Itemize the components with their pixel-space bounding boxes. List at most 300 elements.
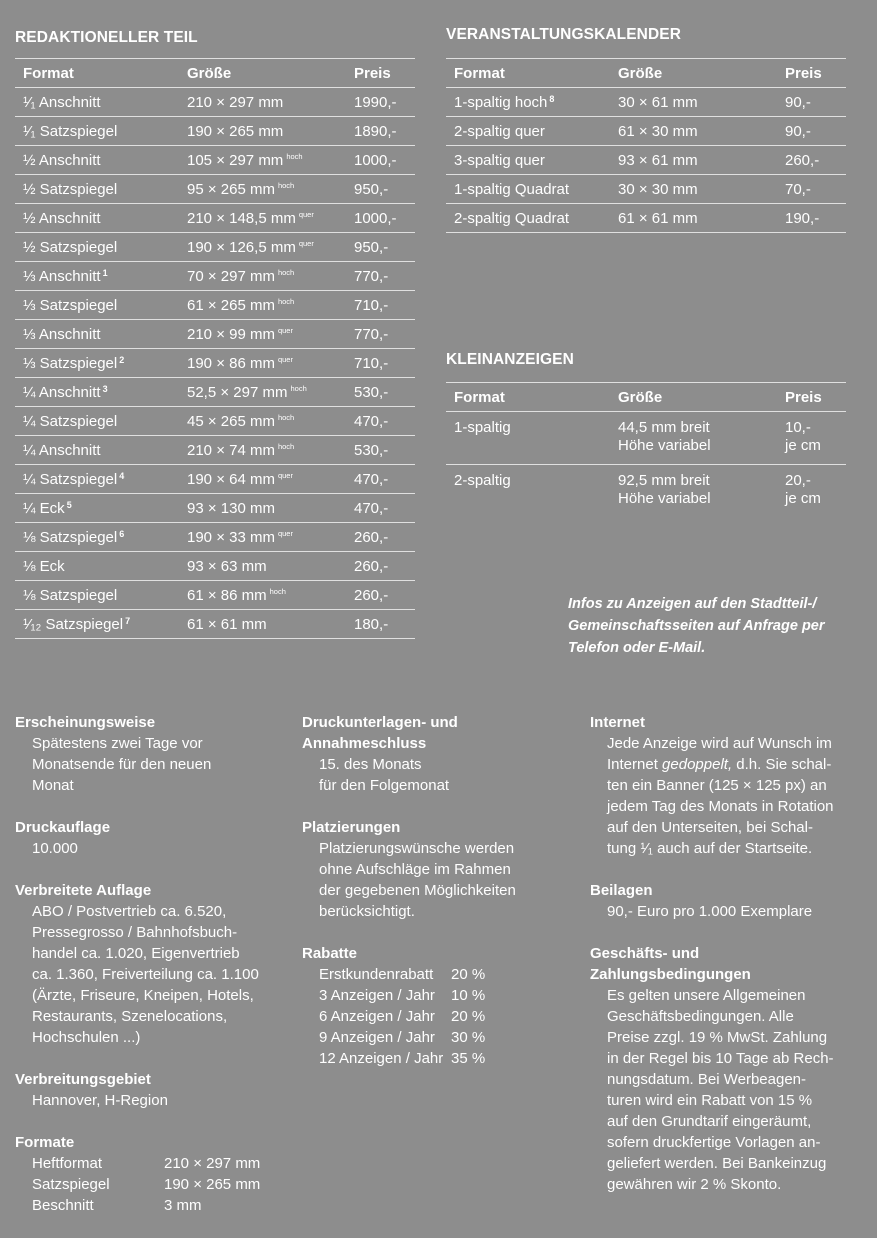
format-label: ¹⁄₁₂ Satzspiegel	[23, 615, 124, 633]
size-cell	[179, 233, 346, 262]
size-cell	[179, 320, 346, 349]
format-label: ⅓ Anschnitt	[23, 267, 101, 285]
size-value: 190 × 64 mm	[187, 470, 275, 488]
erscheinung-title: Erscheinungsweise	[15, 714, 156, 731]
internet-title: Internet	[590, 714, 646, 731]
size-value: 210 × 148,5 mm	[187, 209, 296, 227]
price-value: 770,-	[354, 267, 389, 285]
text-line: gewähren wir 2 % Skonto.	[607, 1176, 782, 1193]
size-value: 190 × 265 mm	[187, 122, 284, 140]
price-cell	[346, 465, 415, 494]
table-row	[15, 233, 415, 262]
table-row	[15, 349, 415, 378]
size-cell	[610, 412, 777, 465]
header-format: Format	[454, 64, 505, 82]
text-line: Preise zzgl. 19 % MwSt. Zahlung	[607, 1029, 828, 1046]
rabatt-value: 10 %	[451, 987, 486, 1004]
text-line: Geschäftsbedingungen. Alle	[607, 1008, 794, 1025]
format-label: ⅛ Satzspiegel	[23, 586, 118, 604]
price-cell	[346, 291, 415, 320]
size-cell	[179, 349, 346, 378]
price-value: 1890,-	[354, 122, 397, 140]
header-size: Größe	[618, 388, 663, 406]
price-value: 190,-	[785, 209, 820, 227]
platzierungen-body	[302, 838, 582, 922]
price-value: 950,-	[354, 238, 389, 256]
size-value: 61 × 265 mm	[187, 296, 275, 314]
table-row	[446, 204, 846, 233]
druckunterlagen-block	[302, 712, 582, 796]
table-row	[15, 291, 415, 320]
table-header-row	[446, 59, 846, 88]
druckauflage-body	[15, 838, 295, 859]
price-cell	[346, 552, 415, 581]
size-value: 61 × 61 mm	[187, 615, 267, 633]
format-label: ½ Anschnitt	[23, 209, 101, 227]
price-value: 710,-	[354, 296, 389, 314]
orientation-note: hoch	[286, 151, 303, 161]
formate-row	[32, 1153, 295, 1174]
text-line: Pressegrosso / Bahnhofsbuch-	[32, 924, 238, 941]
table-row	[15, 494, 415, 523]
gebiet-title: Verbreitungsgebiet	[15, 1071, 151, 1088]
beilagen-block	[590, 880, 872, 922]
price-cell	[346, 320, 415, 349]
format-label: ⅛ Satzspiegel	[23, 528, 118, 546]
rabatt-value: 20 %	[451, 1008, 486, 1025]
header-format: Format	[454, 388, 505, 406]
format-label: ¼ Satzspiegel	[23, 470, 118, 488]
size-value: 61 × 61 mm	[618, 209, 698, 227]
format-cell	[15, 552, 179, 581]
size-value: 93 × 61 mm	[618, 151, 698, 169]
formate-value: 190 × 265 mm	[164, 1176, 261, 1193]
size-value: 52,5 × 297 mm	[187, 383, 288, 401]
table-row	[15, 378, 415, 407]
price-value: 1990,-	[354, 93, 397, 111]
text-line: turen wird ein Rabatt von 15 %	[607, 1092, 813, 1109]
size-cell	[179, 262, 346, 291]
size-cell	[179, 436, 346, 465]
text-line: der gegebenen Möglichkeiten	[319, 882, 516, 899]
format-cell	[15, 262, 179, 291]
table-header-row	[446, 383, 846, 412]
price-value: 260,-	[785, 151, 820, 169]
rabatt-value: 30 %	[451, 1029, 486, 1046]
format-label: ¼ Satzspiegel	[23, 412, 118, 430]
klein-title: KLEINANZEIGEN	[446, 351, 574, 368]
price-cell	[346, 146, 415, 175]
rabatt-row	[319, 1027, 582, 1048]
price-cell	[777, 146, 846, 175]
format-cell	[15, 349, 179, 378]
price-value: 1000,-	[354, 209, 397, 227]
format-cell: 1-spaltig	[454, 419, 511, 436]
rabatt-value: 20 %	[451, 966, 486, 983]
erscheinung-body	[15, 733, 295, 796]
format-label: ⅛ Eck	[23, 557, 65, 575]
footnote-marker: 2	[119, 354, 125, 365]
gebiet-body	[15, 1090, 295, 1111]
table-header-row	[15, 59, 415, 88]
size-value: 61 × 30 mm	[618, 122, 698, 140]
formate-value: 210 × 297 mm	[164, 1155, 261, 1172]
verbreitete-title: Verbreitete Auflage	[15, 882, 152, 899]
rabatt-label: 12 Anzeigen / Jahr	[319, 1050, 444, 1067]
text-line	[607, 754, 872, 775]
price-cell	[777, 88, 846, 117]
text-line: auf den Unterseiten, bei Schal-	[607, 819, 813, 836]
format-cell	[15, 407, 179, 436]
price-value: 260,-	[354, 528, 389, 546]
format-cell	[15, 320, 179, 349]
emphasis-text: gedoppelt,	[662, 756, 733, 773]
size-cell	[179, 523, 346, 552]
price-value: 90,-	[785, 93, 811, 111]
text-line: auf den Grundtarif eingeräumt,	[607, 1113, 812, 1130]
text-line: handel ca. 1.020, Eigenvertrieb	[32, 945, 240, 962]
formate-label: Satzspiegel	[32, 1176, 110, 1193]
format-label: ¹⁄₁ Satzspiegel	[23, 122, 118, 140]
text-line: ABO / Postvertrieb ca. 6.520,	[32, 903, 227, 920]
size-value: 93 × 63 mm	[187, 557, 267, 575]
text-fragment: d.h. Sie schal-	[732, 756, 832, 773]
format-label: 1-spaltig hoch	[454, 93, 548, 111]
formate-row	[32, 1195, 295, 1216]
orientation-note: quer	[277, 354, 293, 364]
size-cell	[610, 175, 777, 204]
orientation-note: hoch	[290, 383, 307, 393]
format-label: ¼ Anschnitt	[23, 441, 101, 459]
formate-block	[15, 1132, 295, 1216]
kalender-title: VERANSTALTUNGSKALENDER	[446, 26, 681, 43]
size-cell	[179, 291, 346, 320]
text-line: jedem Tag des Monats in Rotation	[607, 798, 834, 815]
redaktion-table	[15, 58, 415, 639]
rabatt-row	[319, 1048, 582, 1069]
rabatt-row	[319, 1006, 582, 1027]
table-row	[446, 88, 846, 117]
table-row	[15, 175, 415, 204]
table-row	[15, 436, 415, 465]
price-value: 950,-	[354, 180, 389, 198]
text-line: Monatsende für den neuen	[32, 756, 212, 773]
format-cell	[15, 465, 179, 494]
text-line: Spätestens zwei Tage vor	[32, 735, 203, 752]
format-label: 1-spaltig Quadrat	[454, 180, 570, 198]
size-value: 93 × 130 mm	[187, 499, 275, 517]
rabatt-value: 35 %	[451, 1050, 486, 1067]
size-value: 70 × 297 mm	[187, 267, 275, 285]
text-line: 15. des Monats	[319, 756, 422, 773]
price-value: 90,-	[785, 122, 811, 140]
orientation-note: hoch	[277, 441, 295, 451]
formate-value: 3 mm	[164, 1197, 202, 1214]
format-cell	[15, 117, 179, 146]
size-value: 30 × 30 mm	[618, 180, 698, 198]
text-line: Hannover, H-Region	[32, 1092, 168, 1109]
orientation-note: quer	[277, 470, 293, 480]
geschaeft-title: Geschäfts- und	[590, 945, 700, 962]
price-cell	[777, 465, 846, 518]
kalender-table	[446, 58, 846, 233]
druckauflage-block	[15, 817, 295, 859]
right-info-column	[590, 712, 872, 1216]
text-line: berücksichtigt.	[319, 903, 415, 920]
redaktion-title: REDAKTIONELLER TEIL	[15, 29, 198, 46]
format-label: ⅓ Satzspiegel	[23, 354, 118, 372]
orientation-note: hoch	[269, 586, 286, 596]
rabatte-title: Rabatte	[302, 945, 358, 962]
price-value: 770,-	[354, 325, 389, 343]
text-line: Restaurants, Szenelocations,	[32, 1008, 228, 1025]
size-cell	[610, 117, 777, 146]
format-cell	[15, 436, 179, 465]
format-cell	[15, 146, 179, 175]
price-cell	[777, 412, 846, 465]
format-cell: 2-spaltig	[454, 472, 511, 489]
klein-table	[446, 382, 846, 517]
size-cell	[179, 146, 346, 175]
table-row	[15, 262, 415, 291]
format-label: ½ Satzspiegel	[23, 180, 118, 198]
price-cell	[777, 117, 846, 146]
middle-info-column	[302, 712, 582, 1090]
price-cell	[777, 175, 846, 204]
price-value: 180,-	[354, 615, 389, 633]
beilagen-body	[590, 901, 872, 922]
text-line: Monat	[32, 777, 74, 794]
header-price: Preis	[354, 64, 391, 82]
price-cell	[346, 407, 415, 436]
footnote-marker: 1	[102, 267, 108, 278]
format-label: ¼ Eck	[23, 499, 65, 517]
price-cell	[346, 262, 415, 291]
beilagen-title: Beilagen	[590, 882, 653, 899]
rabatt-label: 3 Anzeigen / Jahr	[319, 987, 435, 1004]
size-cell	[179, 465, 346, 494]
price-line: 10,-	[785, 419, 811, 436]
text-line: (Ärzte, Friseure, Kneipen, Hotels,	[32, 987, 254, 1004]
size-line: Höhe variabel	[618, 490, 711, 507]
size-cell	[610, 465, 777, 518]
table-row	[15, 320, 415, 349]
footnote-marker: 8	[549, 93, 555, 104]
price-cell	[346, 175, 415, 204]
price-value: 530,-	[354, 383, 389, 401]
size-line: 44,5 mm breit	[618, 419, 710, 436]
size-line: Höhe variabel	[618, 437, 711, 454]
size-value: 190 × 126,5 mm	[187, 238, 296, 256]
price-cell	[346, 117, 415, 146]
footnote-marker: 6	[119, 528, 125, 539]
price-value: 470,-	[354, 412, 389, 430]
header-price: Preis	[785, 388, 822, 406]
format-label: ⅓ Satzspiegel	[23, 296, 118, 314]
table-row	[15, 117, 415, 146]
format-cell	[15, 581, 179, 610]
price-value: 260,-	[354, 557, 389, 575]
table-row	[15, 146, 415, 175]
footnote-marker: 3	[102, 383, 108, 394]
table-row	[15, 204, 415, 233]
format-cell	[15, 378, 179, 407]
formate-body	[15, 1153, 295, 1216]
price-cell	[777, 204, 846, 233]
price-value: 470,-	[354, 499, 389, 517]
format-cell	[15, 523, 179, 552]
text-line: ca. 1.360, Freiverteilung ca. 1.100	[32, 966, 259, 983]
format-label: ¼ Anschnitt	[23, 383, 101, 401]
rabatte-body	[302, 964, 582, 1069]
table-row	[15, 523, 415, 552]
orientation-note: quer	[298, 209, 314, 219]
text-line: tung ¹⁄₁ auch auf der Startseite.	[607, 840, 813, 857]
format-label: 2-spaltig quer	[454, 122, 545, 140]
size-value: 190 × 33 mm	[187, 528, 275, 546]
price-value: 1000,-	[354, 151, 397, 169]
text-line: Hochschulen ...)	[32, 1029, 141, 1046]
format-cell	[446, 88, 610, 117]
orientation-note: hoch	[277, 412, 295, 422]
rabatt-label: 9 Anzeigen / Jahr	[319, 1029, 435, 1046]
orientation-note: quer	[298, 238, 314, 248]
format-cell	[15, 494, 179, 523]
table-row	[15, 552, 415, 581]
formate-label: Heftformat	[32, 1155, 103, 1172]
format-cell	[15, 88, 179, 117]
size-cell	[610, 88, 777, 117]
text-line: ohne Aufschläge im Rahmen	[319, 861, 511, 878]
text-line: Platzierungswünsche werden	[319, 840, 515, 857]
druckunterlagen-title: Druckunterlagen- und	[302, 714, 458, 731]
size-cell	[179, 204, 346, 233]
price-value: 470,-	[354, 470, 389, 488]
footnote-marker: 5	[66, 499, 72, 510]
price-value: 70,-	[785, 180, 811, 198]
header-format: Format	[23, 64, 74, 82]
size-value: 190 × 86 mm	[187, 354, 275, 372]
druckunterlagen-body	[302, 754, 582, 796]
format-cell	[446, 204, 610, 233]
rabatt-row	[319, 964, 582, 985]
price-cell	[346, 523, 415, 552]
text-line: 90,- Euro pro 1.000 Exemplare	[607, 903, 813, 920]
formate-label: Beschnitt	[32, 1197, 94, 1214]
format-label: ¹⁄₁ Anschnitt	[23, 93, 101, 111]
rabatt-label: 6 Anzeigen / Jahr	[319, 1008, 435, 1025]
footnote-marker: 7	[125, 615, 131, 626]
info-note: Infos zu Anzeigen auf den Stadtteil-/ Gemeinschaftsseiten auf Anfrage per Telefon oder E-Mail.	[568, 596, 825, 656]
text-line: in der Regel bis 10 Tage ab Rech-	[607, 1050, 834, 1067]
size-value: 61 × 86 mm	[187, 586, 267, 604]
verbreitete-body	[15, 901, 295, 1048]
size-cell	[179, 610, 346, 639]
druckunterlagen-title: Annahmeschluss	[302, 735, 427, 752]
format-label: 3-spaltig quer	[454, 151, 545, 169]
format-cell	[15, 233, 179, 262]
size-cell	[179, 378, 346, 407]
price-cell	[346, 88, 415, 117]
erscheinung-block	[15, 712, 295, 796]
size-cell	[179, 494, 346, 523]
formate-row	[32, 1174, 295, 1195]
text-line: Jede Anzeige wird auf Wunsch im	[607, 735, 832, 752]
price-value: 710,-	[354, 354, 389, 372]
table-row	[15, 407, 415, 436]
price-cell	[346, 610, 415, 639]
price-cell	[346, 233, 415, 262]
table-row	[15, 581, 415, 610]
text-line: Es gelten unsere Allgemeinen	[607, 987, 806, 1004]
format-cell	[15, 175, 179, 204]
verbreitete-block	[15, 880, 295, 1048]
rabatt-label: Erstkundenrabatt	[319, 966, 434, 983]
geschaeft-body	[590, 985, 872, 1195]
text-line: nungsdatum. Bei Werbeagen-	[607, 1071, 807, 1088]
footnote-marker: 4	[119, 470, 125, 481]
rabatte-block	[302, 943, 582, 1069]
price-value: 260,-	[354, 586, 389, 604]
orientation-note: hoch	[277, 296, 295, 306]
size-value: 210 × 74 mm	[187, 441, 275, 459]
text-fragment: Internet	[607, 756, 663, 773]
price-cell	[346, 436, 415, 465]
price-cell	[346, 581, 415, 610]
price-cell	[346, 494, 415, 523]
size-cell	[179, 88, 346, 117]
table-row	[446, 175, 846, 204]
price-line: 20,-	[785, 472, 811, 489]
format-cell	[15, 291, 179, 320]
platzierungen-block	[302, 817, 582, 922]
platzierungen-title: Platzierungen	[302, 819, 401, 836]
size-value: 105 × 297 mm	[187, 151, 284, 169]
size-cell	[179, 175, 346, 204]
price-cell	[346, 204, 415, 233]
format-cell	[15, 610, 179, 639]
price-unit: je cm	[785, 490, 821, 507]
internet-block	[590, 712, 872, 859]
format-label: 2-spaltig Quadrat	[454, 209, 570, 227]
orientation-note: quer	[277, 528, 293, 538]
format-cell	[446, 146, 610, 175]
price-cell	[346, 378, 415, 407]
text-line: für den Folgemonat	[319, 777, 450, 794]
table-row	[15, 610, 415, 639]
price-unit: je cm	[785, 437, 821, 454]
formate-title: Formate	[15, 1134, 75, 1151]
header-price: Preis	[785, 64, 822, 82]
price-value: 530,-	[354, 441, 389, 459]
table-row	[446, 465, 846, 518]
format-label: ⅓ Anschnitt	[23, 325, 101, 343]
size-cell	[610, 204, 777, 233]
size-value: 210 × 297 mm	[187, 93, 284, 111]
druckauflage-title: Druckauflage	[15, 819, 111, 836]
header-size: Größe	[187, 64, 232, 82]
table-row	[15, 88, 415, 117]
size-value: 30 × 61 mm	[618, 93, 698, 111]
size-value: 210 × 99 mm	[187, 325, 275, 343]
gebiet-block	[15, 1069, 295, 1111]
orientation-note: hoch	[277, 267, 295, 277]
size-cell	[610, 146, 777, 175]
rabatt-row	[319, 985, 582, 1006]
orientation-note: quer	[277, 325, 293, 335]
size-line: 92,5 mm breit	[618, 472, 710, 489]
geschaeft-block	[590, 943, 872, 1195]
